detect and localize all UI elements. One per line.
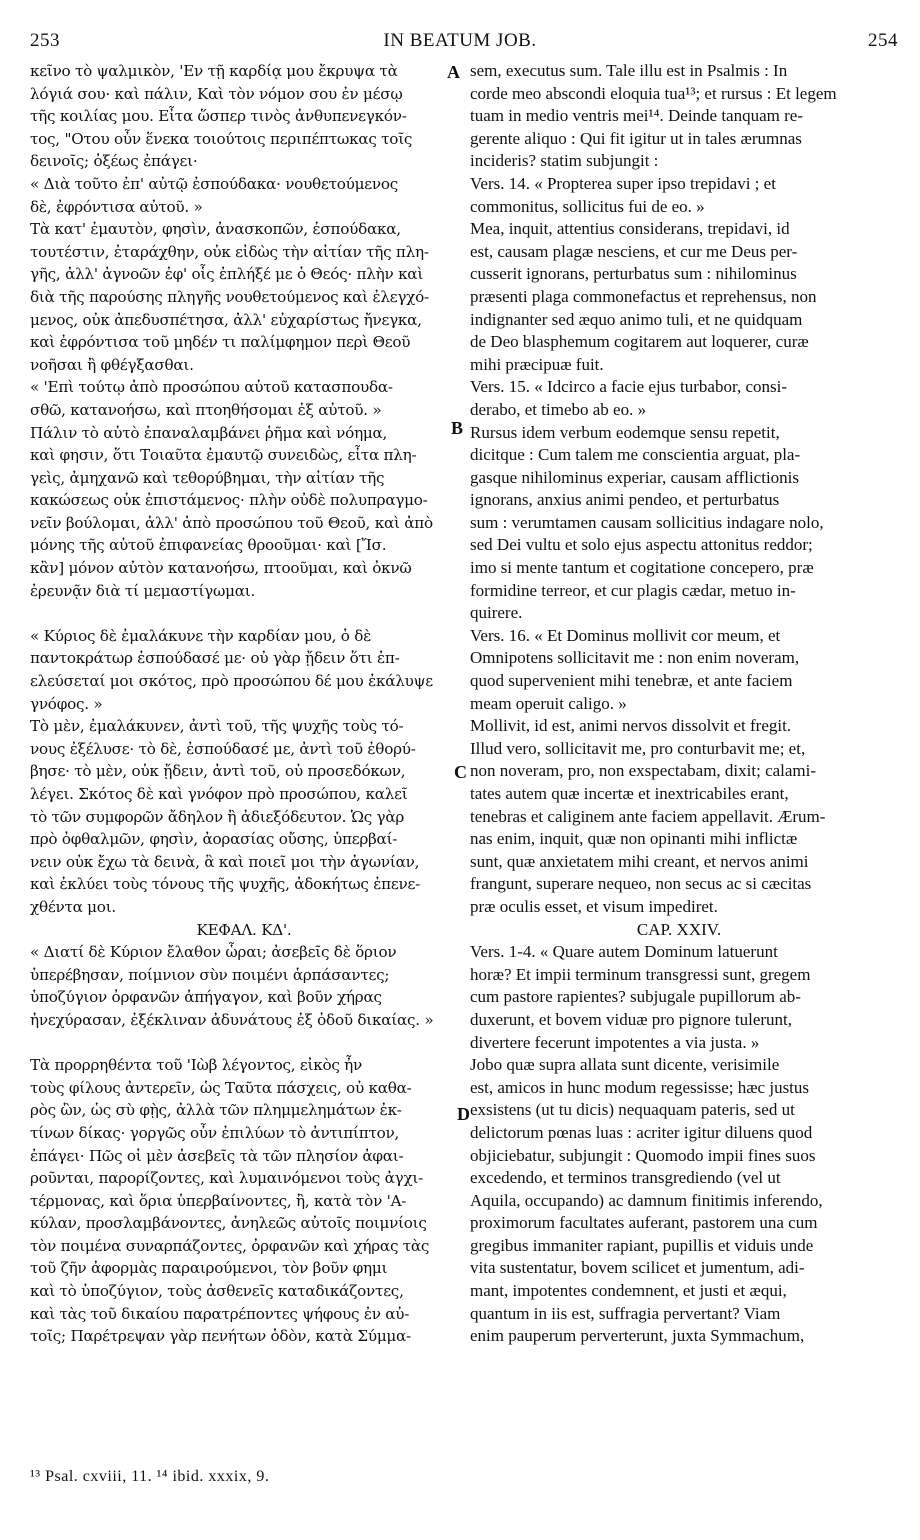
text-line: κακώσεως οὐκ ἐπιστάμενος· πλὴν οὐδὲ πολυπραγμο- — [30, 491, 428, 510]
text-line: quirere. — [470, 603, 523, 623]
text-line: τουτέστιν, ἐταράχθην, οὐκ εἰδὼς τὴν αἰτίαν τῆς πλη- — [30, 242, 429, 261]
margin-letter-c: C — [454, 762, 467, 782]
text-line: dicitque : Cum talem me conscientia arguat, pla- — [470, 445, 801, 465]
text-line: « Διὰ τοῦτο ἐπ' αὐτῷ ἐσπούδακα· νουθετούμενος — [30, 174, 398, 193]
text-line: sem, executus sum. Tale illu est in Psalmis : In — [470, 61, 788, 80]
text-line: meam operuit caligo. » — [470, 693, 627, 713]
text-line: ελεύσεταί μοι σκότος, πρὸ προσώπου δέ μου ἐκάλυψε — [30, 672, 433, 691]
text-line: quantum in iis est, suffragia pervertant? Viam — [470, 1303, 781, 1323]
text-line: exsistens (ut tu dicis) nequaquam pateris, sed ut — [470, 1100, 795, 1120]
text-line: excedendo, et terminos transgrediendo (vel ut — [470, 1168, 781, 1188]
text-line: διὰ τῆς παρούσης πληγῆς νουθετούμενος καὶ ἐλεγχό- — [30, 287, 429, 306]
text-line: præ oculis esset, et visum impediret. — [470, 896, 718, 916]
text-line: divertere fecerunt impotentes a via justa. » — [470, 1032, 760, 1052]
text-line: Illud vero, sollicitavit me, pro conturbavit me; et, — [470, 738, 806, 758]
text-line: mant, impotentes condemnent, et justi et æqui, — [470, 1281, 787, 1301]
text-line: CAP. XXIV. — [636, 919, 722, 939]
text-line: sunt, quæ anxietatem mihi creant, et nervos animi — [470, 851, 809, 871]
text-line: sed Dei vultu et solo ejus aspectu attonitus reddor; — [470, 535, 813, 555]
text-line: nas enim, inquit, quæ non opinanti mihi inflictæ — [470, 829, 798, 849]
text-line: vita sustentatur, bovem scilicet et jumentum, adi- — [470, 1258, 805, 1278]
text-line: Mea, inquit, attentius considerans, trepidavi, id — [470, 219, 790, 239]
text-line: enim pauperum perverterunt, juxta Symmachum, — [470, 1326, 805, 1346]
text-line: cusserit ignorans, perturbatus sum : nihilominus — [470, 264, 797, 284]
text-line: Jobo quæ supra allata sunt dicente, verisimile — [470, 1055, 780, 1075]
text-line: commonitus, sollicitus fui de eo. » — [470, 196, 705, 216]
text-line: δεινοῖς; ὀξέως ἐπάγει· — [30, 152, 198, 171]
text-line: τὸν ποιμένα συναρπάζοντες, ὀρφανῶν καὶ χήρας τὰς — [30, 1236, 430, 1255]
text-line: ἠνεχύρασαν, ἐξέκλιναν ἀδυνάτους ἐξ ὁδοῦ δικαίας. » — [30, 1010, 434, 1029]
text-line: τὸ τῶν συμφορῶν ἄδηλον ἢ ἀδιεξόδευτον. Ὡς γὰρ — [30, 807, 405, 826]
running-title: IN BEATUM JOB. — [383, 30, 537, 51]
text-line: Vers. 15. « Idcirco a facie ejus turbabor, consi- — [470, 377, 788, 397]
text-line: gregibus immaniter rapiant, pupillis et viduis unde — [470, 1235, 814, 1255]
text-line: præsenti plaga commonefactus et reprehensus, non — [470, 286, 817, 306]
footnotes: ¹³ Psal. cxviii, 11. ¹⁴ ibid. xxxix, 9. — [30, 1468, 270, 1485]
text-line: καὶ φησιν, ὅτι Τοιαῦτα ἐμαυτῷ συνειδὼς, εἶτα πλη- — [30, 446, 417, 465]
text-line: delictorum pœnas luas : acriter igitur diluens quod — [470, 1122, 813, 1142]
text-line: τίνων δίκας· γοργῶς οὖν ἐπιλύων τὸ ἀντιπίπτον, — [30, 1123, 400, 1142]
text-line: κεῖνο τὸ ψαλμικὸν, 'Εν τῇ καρδίᾳ μου ἔκρυψα τὰ — [30, 62, 398, 80]
text-line: tuam in medio ventris mei¹⁴. Deinde tanquam re- — [470, 106, 803, 126]
text-line: « Κύριος δὲ ἐμαλάκυνε τὴν καρδίαν μου, ὁ δὲ — [30, 626, 372, 645]
text-line: non noveram, pro, non exspectabam, dixit; calami- — [470, 761, 817, 781]
text-line: Vers. 14. « Propterea super ipso trepidavi ; et — [470, 173, 776, 193]
text-line: νεῖν βούλομαι, ἀλλ' ἀπὸ προσώπου τοῦ Θεοῦ, καὶ ἀπὸ — [30, 513, 433, 532]
text-line: ΚΕΦΑΛ. ΚΔ'. — [196, 920, 292, 939]
text-line: ὑποζύγιον ὀρφανῶν ἀπήγαγον, καὶ βοῦν χήρας — [30, 988, 382, 1007]
text-line: γεὶς, ἀμηχανῶ καὶ τεθορύβημαι, τὴν αἰτίαν τῆς — [30, 468, 385, 487]
text-line: Aquila, occupando) ac damnum finitimis inferendo, — [470, 1190, 823, 1210]
blank-line — [30, 602, 458, 625]
text-line: νους ἐξέλυσε· τὸ δὲ, ἐσπούδασέ με, ἀντὶ τοῦ ἐθορύ- — [30, 739, 416, 758]
text-line: τῆς κοιλίας μου. Εἶτα ὥσπερ τινὸς ἀνθυπενεγκόν- — [30, 107, 407, 126]
text-line: tenebras et caliginem ante faciem appellavit. Ærum- — [470, 806, 826, 826]
text-line: derabo, et timebo ab eo. » — [470, 399, 647, 419]
text-line: Mollivit, id est, animi nervos dissolvit et fregit. — [470, 716, 792, 736]
text-line: καὶ τὰς τοῦ δικαίου παρατρέποντες ψήφους ἐν αὐ- — [30, 1304, 410, 1323]
page-number-left: 253 — [30, 30, 60, 51]
text-line: Πάλιν τὸ αὐτὸ ἐπαναλαμβάνει ῥῆμα καὶ νόημα, — [30, 423, 388, 442]
text-line: δὲ, ἐφρόντισα αὐτοῦ. » — [30, 197, 203, 216]
blank-line — [30, 1032, 458, 1055]
text-line: « Διατί δὲ Κύριον ἔλαθον ὧραι; ἀσεβεῖς δὲ ὅριον — [30, 943, 397, 962]
text-line: ρὸς ὢν, ὡς σὺ φῂς, ἀλλὰ τῶν πλημμελημάτων ἐκ- — [30, 1101, 402, 1120]
text-line: corde meo abscondi eloquia tua¹³; et rursus : Et legem — [470, 83, 837, 103]
text-line: τοῦ ζῆν ἀφορμὰς παραιρούμενοι, τὸν βοῦν φημι — [30, 1259, 388, 1278]
text-line: κύλαν, προσλαμβάνοντες, ἀνηλεῶς αὐτοῖς ποιμνίοις — [30, 1214, 427, 1233]
text-line: imo si mente tantum et cogitatione concepero, præ — [470, 558, 814, 578]
text-line: καὶ ἐφρόντισα τοῦ μηδέν τι παλίμφημον περὶ Θεοῦ — [30, 333, 411, 352]
text-line: incideris? statim subjungit : — [470, 151, 659, 171]
text-line: indignanter sed æquo animo tuli, et ne quidquam — [470, 309, 803, 329]
text-line: μενος, οὐκ ἀπεδυσπέτησα, ἀλλ' εὐχαρίστως ἤνεγκα, — [30, 310, 422, 329]
page-number-right: 254 — [868, 30, 898, 51]
text-line: ignorans, anxius animi pendeo, et perturbatus — [470, 490, 780, 510]
text-line: τος, "Οτου οὖν ἕνεκα τοιούτοις περιπέπτωκας τοῖς — [30, 129, 413, 148]
text-line: de Deo blasphemum cogitarem aut loquerer, curæ — [470, 332, 809, 352]
text-line: Vers. 1-4. « Quare autem Dominum latuerunt — [470, 942, 778, 962]
text-line: duxerunt, et bovem viduæ pro pignore tulerunt, — [470, 1009, 792, 1029]
text-line: μόνης τῆς αὐτοῦ ἐπιφανείας θροοῦμαι· καὶ [Ἴσ. — [30, 536, 387, 555]
text-line: σθῶ, κατανοήσω, καὶ πτοηθήσομαι ἐξ αὐτοῦ. » — [30, 400, 382, 419]
text-line: λόγιά σου· καὶ πάλιν, Καὶ τὸν νόμον σου ἐν μέσῳ — [30, 84, 403, 103]
text-line: ροῦνται, παρορίζοντες, καὶ λυμαινόμενοι τοὺς ἀγχι- — [30, 1169, 424, 1188]
text-line: gasque nihilominus experiar, causam afflictionis — [470, 467, 800, 487]
text-line: Τὰ προρρηθέντα τοῦ 'Ιὼβ λέγοντος, εἰκὸς ἦν — [30, 1056, 363, 1075]
margin-letter-b: B — [451, 418, 464, 438]
text-line: cum pastore rapientes? subjugale pupillorum ab- — [470, 987, 801, 1007]
text-line: πρὸ ὀφθαλμῶν, φησὶν, ἀορασίας οὔσης, ὑπερβαί- — [30, 830, 398, 849]
text-line: Rursus idem verbum eodemque sensu repetit, — [470, 422, 780, 442]
text-line: ἐρευνᾷν διὰ τί μεμαστίγωμαι. — [30, 581, 256, 600]
text-line: τοῖς; Παρέτρεψαν γὰρ πενήτων ὁδὸν, κατὰ Σύμμα- — [30, 1327, 411, 1346]
text-line: est, amicos in hunc modum regessisse; hæc justus — [470, 1077, 810, 1097]
text-line: νειν οὐκ ἔχω τὰ δεινὰ, ἃ καὶ ποιεῖ μοι τὴν ἀγωνίαν, — [30, 852, 420, 871]
text-line: γνόφος. » — [30, 694, 103, 713]
text-line: « 'Επὶ τούτῳ ἀπὸ προσώπου αὐτοῦ κατασπουδα- — [30, 378, 393, 397]
text-line: τοὺς φίλους ἀντερεῖν, ὡς Ταῦτα πάσχεις, οὐ καθα- — [30, 1078, 412, 1097]
text-line: λέγει. Σκότος δὲ καὶ γνόφον πρὸ προσώπου, καλεῖ — [30, 785, 408, 803]
text-line: παντοκράτωρ ἐσπούδασέ με· οὐ γὰρ ᾔδειν ὅτι ἐπ- — [30, 649, 400, 668]
text-line: Omnipotens sollicitavit me : non enim noveram, — [470, 648, 800, 668]
text-line: horæ? Et impii terminum transgressi sunt, gregem — [470, 964, 811, 984]
text-line: sum : verumtamen causam sollicitius indagare nolo, — [470, 512, 824, 532]
text-line: objiciebatur, subjungit : Quomodo impii fines suos — [470, 1145, 816, 1165]
text-line: νοῆσαι ἢ φθέγξασθαι. — [30, 355, 194, 374]
text-line: est, causam plagæ nesciens, et cur me Deus per- — [470, 241, 798, 261]
text-line: καὶ ἐκλύει τοὺς τόνους τῆς ψυχῆς, ἀδοκήτως ἐπενε- — [30, 875, 420, 894]
text-line: Τὸ μὲν, ἐμαλάκυνεν, ἀντὶ τοῦ, τῆς ψυχῆς τοὺς τό- — [30, 717, 404, 736]
text-line: Τὰ κατ' ἐμαυτὸν, φησὶν, ἀνασκοπῶν, ἐσπούδακα, — [30, 220, 401, 239]
text-line: quod supervenient mihi tenebræ, et ante faciem — [470, 671, 793, 691]
greek-column — [30, 60, 458, 1348]
text-line: γῆς, ἀλλ' ἀγνοῶν ἐφ' οἷς ἐπλήξέ με ὁ Θεός· πλὴν καὶ — [30, 265, 424, 284]
text-line: formidine terreor, et cur plagis cædar, metuo in- — [470, 580, 796, 600]
text-line: χθέντα μοι. — [30, 897, 116, 916]
text-line: κἂν] μόνον αὐτὸν κατανοήσω, πτοοῦμαι, καὶ ὀκνῶ — [30, 559, 412, 578]
text-line: mihi præcipuæ fuit. — [470, 354, 604, 374]
margin-letter-d: D — [457, 1104, 470, 1124]
text-line: ὑπερέβησαν, ποίμνιον σὺν ποιμένι ἁρπάσαντες; — [30, 965, 390, 984]
text-line: proximorum facultates auferant, pastorem una cum — [470, 1213, 818, 1233]
text-line: gerente aliquo : Qui fit igitur ut in tales ærumnas — [470, 128, 802, 148]
margin-letter-a: A — [447, 62, 460, 82]
text-line: καὶ τὸ ὑποζύγιον, τοὺς ἀσθενεῖς καταδικάζοντες, — [30, 1282, 404, 1301]
text-line: tates autem quæ incertæ et inextricabiles erant, — [470, 784, 789, 803]
text-line: Vers. 16. « Et Dominus mollivit cor meum, et — [470, 625, 781, 645]
text-line: βησε· τὸ μὲν, οὐκ ᾔδειν, ἀντὶ τοῦ, οὐ προσεδόκων, — [30, 762, 406, 781]
text-line: ἐπάγει· Πῶς οἱ μὲν ἀσεβεῖς τὰ τῶν πλησίον ἀφαι- — [30, 1146, 404, 1165]
text-line: τέρμονας, καὶ ὅρια ὑπερβαίνοντες, ἢ, κατὰ τὸν 'Α- — [30, 1191, 407, 1210]
text-line: frangunt, superare nequeo, non secus ac si cæcitas — [470, 874, 812, 894]
latin-column — [470, 60, 888, 1348]
